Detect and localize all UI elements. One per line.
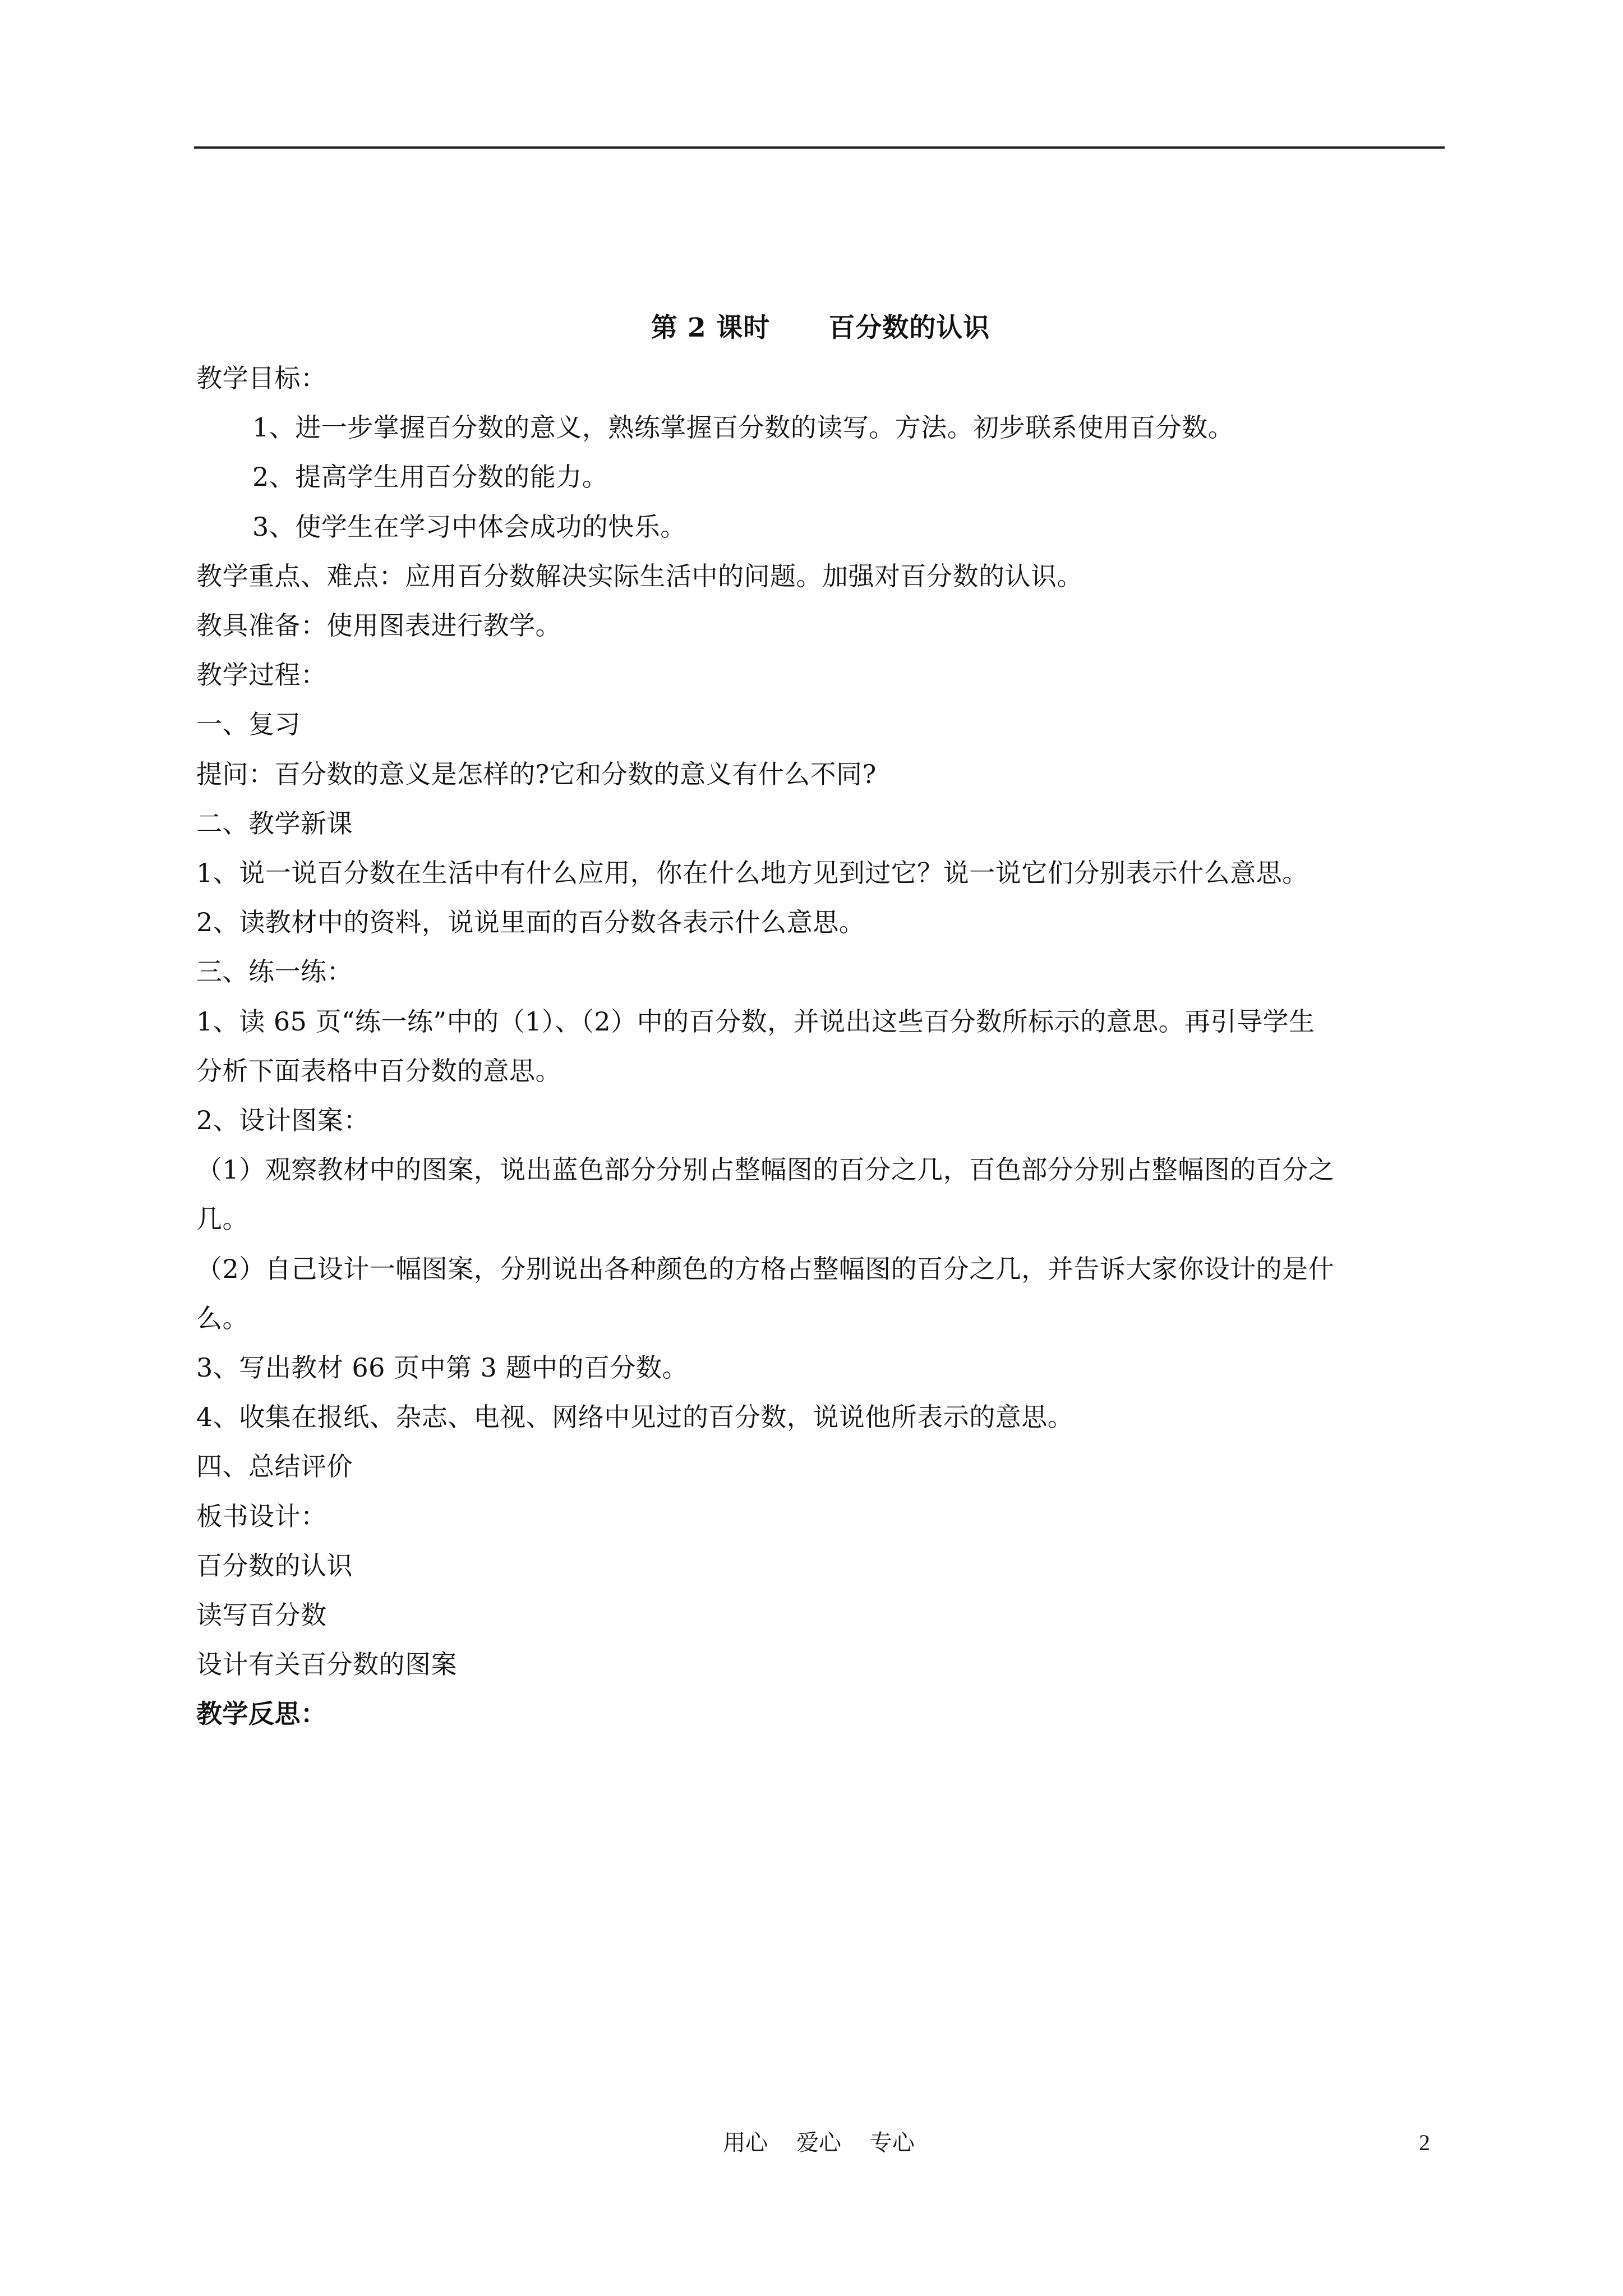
teaching-process-heading: 教学过程： bbox=[196, 660, 327, 691]
goal-item-2: 2、提高学生用百分数的能力。 bbox=[252, 462, 608, 493]
new-lesson-item-2: 2、读教材中的资料，说说里面的百分数各表示什么意思。 bbox=[196, 907, 865, 938]
header-rule bbox=[194, 146, 1445, 149]
review-question-line: 提问：百分数的意义是怎样的?它和分数的意义有什么不同? bbox=[196, 758, 877, 789]
new-lesson-item-1: 1、说一说百分数在生活中有什么应用，你在什么地方见到过它？说一说它们分别表示什么意思。 bbox=[196, 858, 1308, 889]
practice-item-2-sub-2: （2）自己设计一幅图案，分别说出各种颜色的方格占整幅图的百分之几，并告诉大家你设计的是什 bbox=[196, 1253, 1335, 1284]
practice-item-1: 1、读 65 页“练一练”中的（1）、（2）中的百分数，并说出这些百分数所标示的意思。再引导学生 bbox=[196, 1006, 1315, 1037]
section-review-heading: 一、复习 bbox=[196, 709, 301, 740]
teaching-aids-line: 教具准备：使用图表进行教学。 bbox=[196, 610, 561, 641]
section-practice-heading: 三、练一练： bbox=[196, 956, 353, 987]
practice-item-1-continued: 分析下面表格中百分数的意思。 bbox=[196, 1055, 561, 1086]
practice-item-2-sub-1-continued: 几。 bbox=[196, 1204, 248, 1235]
document-body bbox=[196, 303, 1445, 1739]
practice-item-2: 2、设计图案： bbox=[196, 1105, 370, 1136]
lesson-title: 第 2 课时 百分数的认识 bbox=[651, 312, 990, 343]
practice-item-3: 3、写出教材 66 页中第 3 题中的百分数。 bbox=[196, 1352, 689, 1383]
goal-item-1: 1、进一步掌握百分数的意义，熟练掌握百分数的读写。方法。初步联系使用百分数。 bbox=[252, 412, 1234, 443]
footer-motto: 用心 爱心 专心 bbox=[723, 2130, 915, 2156]
key-points-line: 教学重点、难点：应用百分数解决实际生活中的问题。加强对百分数的认识。 bbox=[196, 560, 1083, 591]
practice-item-2-sub-2-continued: 么。 bbox=[196, 1303, 248, 1333]
board-design-heading: 板书设计： bbox=[196, 1501, 327, 1531]
practice-item-4: 4、收集在报纸、杂志、电视、网络中见过的百分数，说说他所表示的意思。 bbox=[196, 1402, 1074, 1433]
goal-item-3: 3、使学生在学习中体会成功的快乐。 bbox=[252, 511, 686, 542]
teaching-reflection-heading: 教学反思： bbox=[196, 1699, 327, 1729]
section-summary-heading: 四、总结评价 bbox=[196, 1451, 353, 1482]
board-design-item-2: 读写百分数 bbox=[196, 1600, 327, 1631]
board-design-item-3: 设计有关百分数的图案 bbox=[196, 1649, 457, 1680]
page-number: 2 bbox=[1419, 2130, 1430, 2155]
section-new-lesson-heading: 二、教学新课 bbox=[196, 808, 353, 839]
board-design-item-1: 百分数的认识 bbox=[196, 1550, 353, 1581]
practice-item-2-sub-1: （1）观察教材中的图案，说出蓝色部分分别占整幅图的百分之几，百色部分分别占整幅图的百分之 bbox=[196, 1154, 1335, 1185]
teaching-goals-heading: 教学目标： bbox=[196, 363, 327, 393]
